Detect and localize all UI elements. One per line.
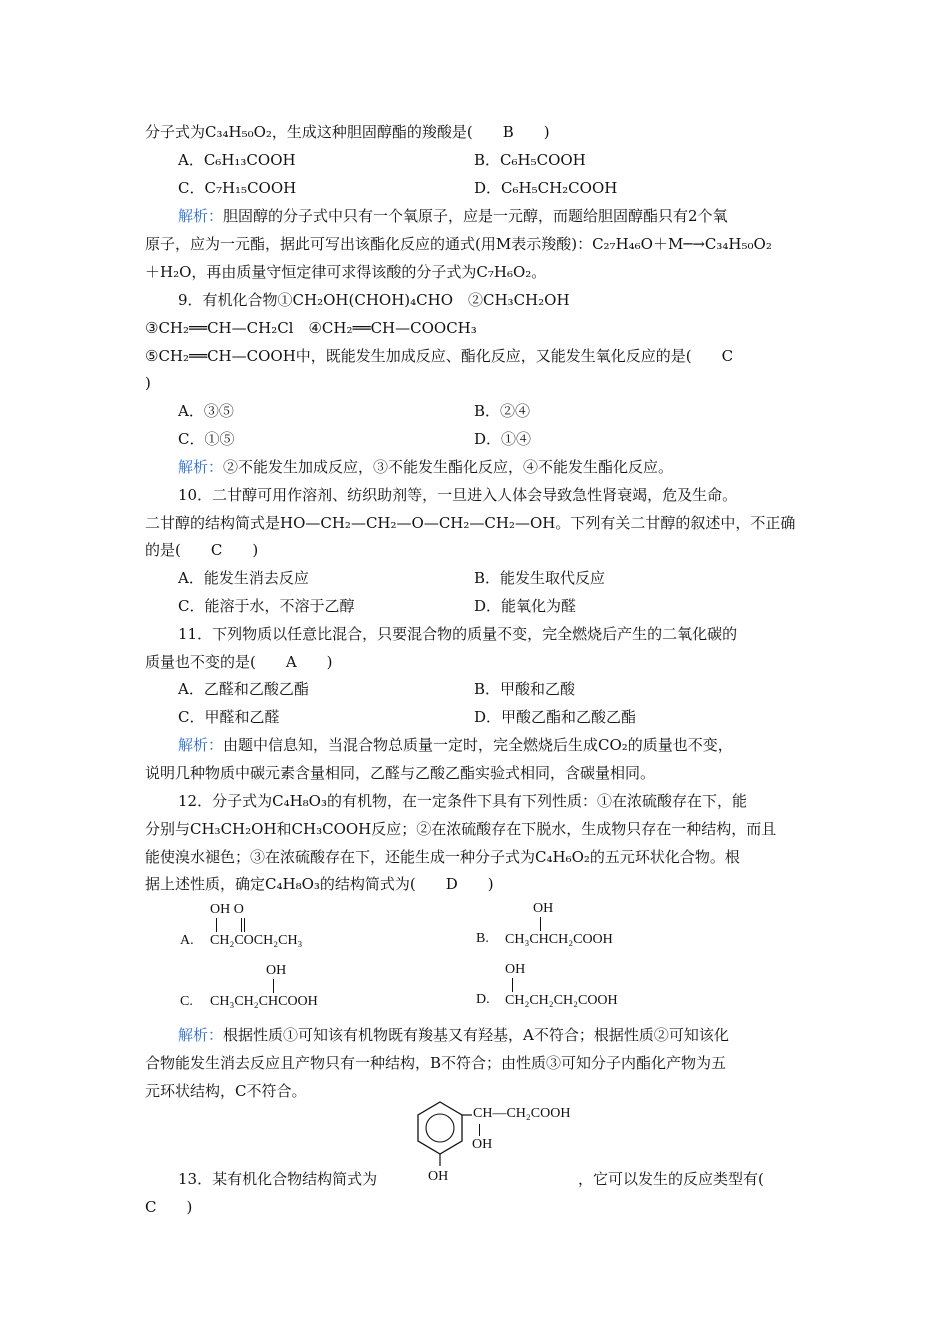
q11-option-a: A．乙醛和乙酸乙酯 [178,680,309,698]
q11-option-d: D．甲酸乙酯和乙酸乙酯 [474,708,637,726]
q9-line-2: ③CH₂══CH—CH₂Cl ④CH₂══CH—COOCH₃ [145,319,477,337]
q11-option-c: C．甲醛和乙醛 [178,708,280,726]
analysis-label: 解析： [178,736,224,754]
q12-struct-d-label: D. [476,992,490,1007]
q9-line-3: ⑤CH₂══CH—COOH中，既能发生加成反应、酯化反应，又能发生氧化反应的是( C [145,347,734,365]
q12-struct-b-main: CH₃CHCH₂COOH [505,932,613,947]
q8-analysis-line-1: 解析：胆固醇的分子式中只有一个氧原子，应是一元醇，而题给胆固醇酯只有2个氧 [178,207,728,225]
q8-option-c: C．C₇H₁₅COOH [178,179,297,197]
q12-line-1: 12．分子式为C₄H₈O₃的有机物，在一定条件下具有下列性质：①在浓硫酸存在下，能 [178,792,747,810]
q8-analysis-line-2: 原子，应为一元酯，据此可写出该酯化反应的通式(用M表示羧酸)：C₂₇H₄₆O＋M─→C₃₄H₅₀O₂ [145,235,772,253]
q9-analysis: 解析：②不能发生加成反应，③不能发生酯化反应，④不能发生酯化反应。 [178,458,674,476]
q12-analysis-line-3: 元环状结构，C不符合。 [145,1082,307,1100]
q10-line-3: 的是( C ) [145,541,259,559]
q8-option-a: A．C₆H₁₃COOH [178,151,296,169]
q12-struct-c-label: C. [180,994,193,1009]
q13-benzene-ring-icon [412,1098,472,1168]
q9-line-4: ) [145,374,151,392]
q11-option-b: B．甲酸和乙酸 [474,680,576,698]
q9-option-a: A．③⑤ [178,402,234,420]
q12-struct-a-double-bond-2 [244,918,245,932]
q9-line-1: 9．有机化合物①CH₂OH(CHOH)₄CHO ②CH₃CH₂OH [178,291,570,309]
q10-line-2: 二甘醇的结构简式是HO—CH₂—CH₂—O—CH₂—CH₂—OH。下列有关二甘醇的叙述中，不正确 [145,514,796,532]
q12-line-2: 分别与CH₃CH₂OH和CH₃COOH反应；②在浓硫酸存在下脱水，生成物只存在一种结构，而且 [145,820,777,838]
q10-line-1: 10．二甘醇可用作溶剂、纺织助剂等，一旦进入人体会导致急性肾衰竭，危及生命。 [178,486,738,504]
q10-option-d: D．能氧化为醛 [474,597,577,615]
analysis-label: 解析： [178,458,224,476]
q10-option-b: B．能发生取代反应 [474,569,606,587]
q12-struct-c-top: OH [266,963,287,978]
q10-option-a: A．能发生消去反应 [178,569,309,587]
q12-struct-a-main: CH₂COCH₂CH₃ [210,933,303,948]
q12-struct-b-label: B. [476,931,489,946]
q13-struct-chain: CH—CH₂COOH [473,1106,571,1121]
q12-struct-c-main: CH₃CH₂CHCOOH [210,994,318,1009]
q12-struct-b-top: OH [533,901,554,916]
q8-analysis-line-3: ＋H₂O，再由质量守恒定律可求得该酸的分子式为C₇H₆O₂。 [145,263,547,281]
q13-line-1-start: 13．某有机化合物结构简式为 [178,1170,378,1188]
q12-struct-a-top: OH O [210,902,244,917]
q13-struct-oh-bond [479,1124,480,1136]
q9-option-d: D．①④ [474,430,532,448]
q9-option-b: B．②④ [474,402,531,420]
q11-line-1: 11．下列物质以任意比混合，只要混合物的质量不变，完全燃烧后产生的二氧化碳的 [178,625,738,643]
q12-struct-a-label: A. [180,933,194,948]
q12-analysis-line-1: 解析：根据性质①可知该有机物既有羧基又有羟基，A不符合；根据性质②可知该化 [178,1026,729,1044]
q10-option-c: C．能溶于水，不溶于乙醇 [178,597,355,615]
analysis-label: 解析： [178,207,224,225]
q8-option-b: B．C₆H₅COOH [474,151,586,169]
q11-analysis-line-2: 说明几种物质中碳元素含量相同，乙醛与乙酸乙酯实验式相同，含碳量相同。 [145,764,656,782]
q12-analysis-line-2: 合物能发生消去反应且产物只有一种结构，B不符合；由性质③可知分子内酯化产物为五 [145,1054,727,1072]
q13-struct-oh-side: OH [472,1137,493,1152]
q12-struct-a-double-bond-1 [241,918,242,932]
q12-struct-c-bond [273,979,274,993]
q11-line-2: 质量也不变的是( A ) [145,653,333,671]
q12-struct-d-top: OH [505,962,526,977]
q13-struct-oh-ring: OH [428,1169,449,1184]
q12-struct-d-main: CH₂CH₂CH₂COOH [505,993,618,1008]
q12-struct-a-bond [216,918,217,932]
q8-stem: 分子式为C₃₄H₅₀O₂，生成这种胆固醇酯的羧酸是( B ) [145,123,550,141]
q9-option-c: C．①⑤ [178,430,235,448]
q12-line-4: 据上述性质，确定C₄H₈O₃的结构简式为( D ) [145,875,494,893]
q12-struct-b-bond [540,917,541,931]
q11-analysis-line-1: 解析：由题中信息知，当混合物总质量一定时，完全燃烧后生成CO₂的质量也不变， [178,736,733,754]
q13-line-2: C ) [145,1198,193,1216]
q13-line-1-end: ，它可以发生的反应类型有( [578,1170,764,1188]
q12-line-3: 能使溴水褪色；③在浓硫酸存在下，还能生成一种分子式为C₄H₆O₂的五元环状化合物。根 [145,848,740,866]
q8-option-d: D．C₆H₅CH₂COOH [474,179,618,197]
q12-struct-d-bond [512,978,513,992]
analysis-label: 解析： [178,1026,224,1044]
